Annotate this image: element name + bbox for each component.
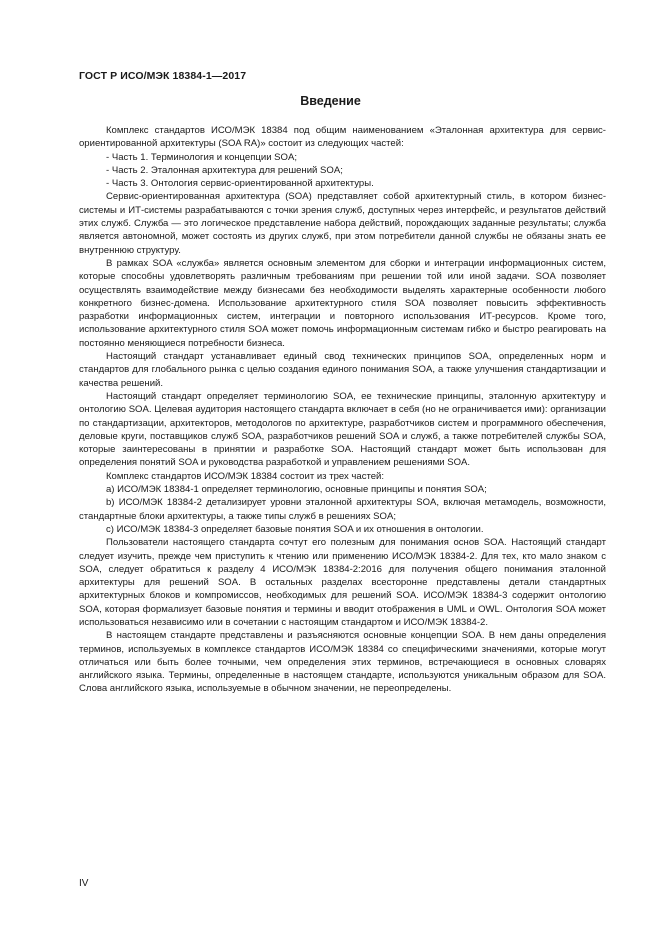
paragraph: Комплекс стандартов ИСО/МЭК 18384 под общим наименованием «Эталонная архитектура для сервис-ориентированной архитектуры (SOA RA)» состоит из следующих частей: [79,125,606,150]
list-item: - Часть 3. Онтология сервис-ориентированной архитектуры. [106,178,374,190]
document-header: ГОСТ Р ИСО/МЭК 18384-1—2017 [79,70,247,82]
list-item: - Часть 1. Терминология и концепции SOA; [106,151,297,163]
list-item: b) ИСО/МЭК 18384-2 детализирует уровни эталонной архитектуры SOA, включая метамодель, возможности, стандартные блоки архитектуры, а также типы служб в решениях SOA; [79,497,606,522]
document-body [79,124,606,696]
paragraph: Комплекс стандартов ИСО/МЭК 18384 состоит из трех частей: [106,470,385,482]
list-item: а) ИСО/МЭК 18384-1 определяет терминологию, основные принципы и понятия SOA; [106,484,487,496]
paragraph: Настоящий стандарт устанавливает единый свод технических принципов SOA, определенных норм и стандартов для глобального рынка с целью создания единого понимания SOA, а также улучшения стандартизации и качества решений. [79,351,606,389]
paragraph: Пользователи настоящего стандарта сочтут его полезным для понимания основ SOA. Настоящий стандарт следует изучить, прежде чем приступить к чтению или применению ИСО/МЭК 18384-2. Для тех, кто мало знаком с SOA, следует обратиться к разделу 4 ИСО/МЭК 18384-2:2016 для получения общего понимания эталонной архитектуры для решений SOA. В остальных разделах всесторонне представлены детали стандартных архитектурных блоков и компромиссов, необходимых для решений SOA. ИСО/МЭК 18384-3 содержит онтологию SOA, которая формализует базовые понятия и термины и вводит отображения в UML и OWL. Онтология SOA может использоваться независимо или в сочетании с настоящим стандартом и ИСО/МЭК 18384-2. [79,537,606,628]
list-item: с) ИСО/МЭК 18384-3 определяет базовые понятия SOA и их отношения в онтологии. [106,523,484,535]
paragraph: Сервис-ориентированная архитектура (SOA) представляет собой архитектурный стиль, в котором бизнес-системы и ИТ-системы разрабатываются с точки зрения служб, доступных через интерфейс, и результатов действий этих служб. Служба — это логическое представление набора действий, порождающих заданные результаты; служба является автономной, может состоять из других служб, при этом потребители данной службы не обязаны знать ее внутреннюю структуру. [79,191,606,256]
list-item: - Часть 2. Эталонная архитектура для решений SOA; [106,164,343,176]
section-title: Введение [300,94,361,108]
page-number: IV [79,878,89,889]
paragraph: В настоящем стандарте представлены и разъясняются основные концепции SOA. В нем даны определения терминов, используемых в комплексе стандартов ИСО/МЭК 18384 со специфическими значениями, которые могут отличаться или быть более точными, чем определения этих терминов, встречающиеся в основных словарях английского языка. Термины, определенные в настоящем стандарте, используются уникальным образом для SOA. Слова английского языка, используемые в обычном значении, не переопределены. [79,630,606,695]
paragraph: В рамках SOA «служба» является основным элементом для сборки и интеграции информационных систем, которые способны удовлетворять различным требованиям при решении той или иной задачи. SOA позволяет осуществлять взаимодействие между бизнесами без необходимости выделять характерные особенности любого конкретного бизнес-домена. Использование архитектурного стиля SOA позволяет повысить эффективность разработки информационных систем, интеграции и повторного использования ИТ-ресурсов. Кроме того, использование архитектурного стиля SOA может помочь информационным системам гибко и быстро реагировать на постоянно меняющиеся потребности бизнеса. [79,257,606,349]
paragraph: Настоящий стандарт определяет терминологию SOA, ее технические принципы, эталонную архитектуру и онтологию SOA. Целевая аудитория настоящего стандарта включает в себя (но не ограничивается ими): организации по стандартизации, архитекторов, методологов по архитектуре, разработчиков систем и программного обеспечения, деловые круги, поставщиков служб SOA, разработчиков решений SOA и служб, а также потребителей службы SOA, которые заинтересованы в принятии и разработке SOA. Настоящий стандарт может быть использован для определения понятий SOA и руководства разработкой и управлением решениями SOA. [79,390,606,469]
